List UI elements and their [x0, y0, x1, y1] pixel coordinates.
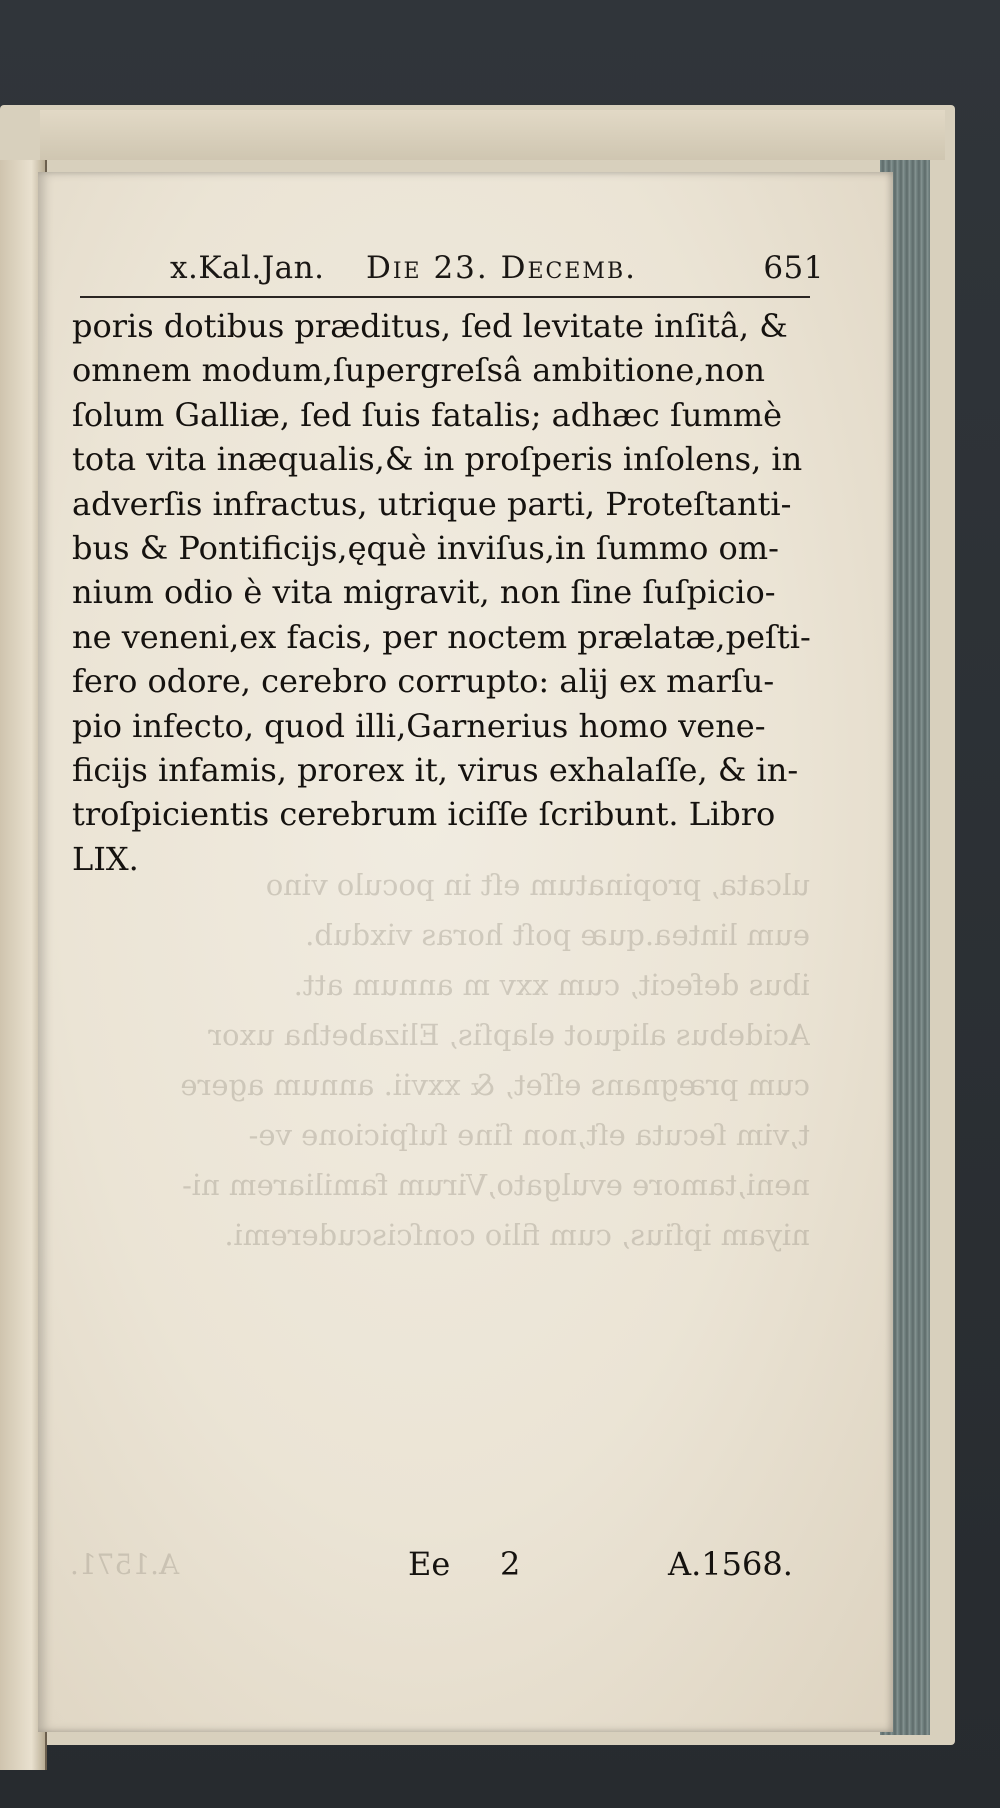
show-through-year: A.1571. [70, 1548, 180, 1581]
facing-page-text-fragment [4, 420, 34, 1720]
text-line: pio infecto, quod illi,Garnerius homo vene- [72, 706, 766, 745]
text-line: LIX. [72, 839, 139, 878]
text-line: troſpicientis cerebrum iciſſe ſcribunt. Libro [72, 795, 776, 834]
text-line: nium odio è vita migravit, non ſine ſuſpicio- [72, 573, 776, 612]
text-line: bus & Pontificijs,ęquè inviſus,in ſummo om- [72, 528, 779, 567]
show-through-text: ulcata, propinatum eſt in poculo vino eum lintea.quæ poſt horas vixdub. ibus defecit, cum xxv m annum att. Acidebus aliquot elapſis, Elizabetha uxor cum prægnans eſſet, & xxvii. annum agere t,vim ſecuta eſt,non ſine ſuſpicione ve- neni,tamore evulgato,Virum familiarem ni- niyam ipſius, cum filio conſciscuderemi. [180, 868, 810, 1252]
text-line: adverſis infractus, utrique parti, Proteſtanti- [72, 484, 792, 523]
body-text [72, 304, 812, 881]
page-number: 651 [763, 250, 824, 286]
signature-number: 2 [500, 1545, 521, 1583]
signature-mark: Ee [408, 1545, 451, 1583]
text-line: tota vita inæqualis,& in proſperis inſolens, in [72, 440, 803, 479]
calendar-date: x.Kal.Jan. [170, 250, 325, 286]
text-line: omnem modum,ſupergreſsâ ambitione,non [72, 351, 765, 390]
year-marker: A.1568. [668, 1545, 793, 1583]
book-top-flap [40, 110, 945, 160]
text-line: ficijs infamis, prorex it, virus exhalaſſe, & in- [72, 750, 799, 789]
day-date: Die 23. Decemb. [366, 250, 637, 286]
head-rule [80, 296, 810, 298]
running-head [128, 250, 824, 294]
text-line: ne veneni,ex facis, per noctem prælatæ,peſti- [72, 617, 811, 656]
text-line: fero odore, cerebro corrupto: alij ex marſu- [72, 662, 775, 701]
text-line: ſolum Galliæ, ſed ſuis fatalis; adhæc ſummè [72, 395, 783, 434]
text-line: poris dotibus præditus, ſed levitate inſitâ, & [72, 307, 788, 345]
page-footer [0, 1545, 1000, 1595]
